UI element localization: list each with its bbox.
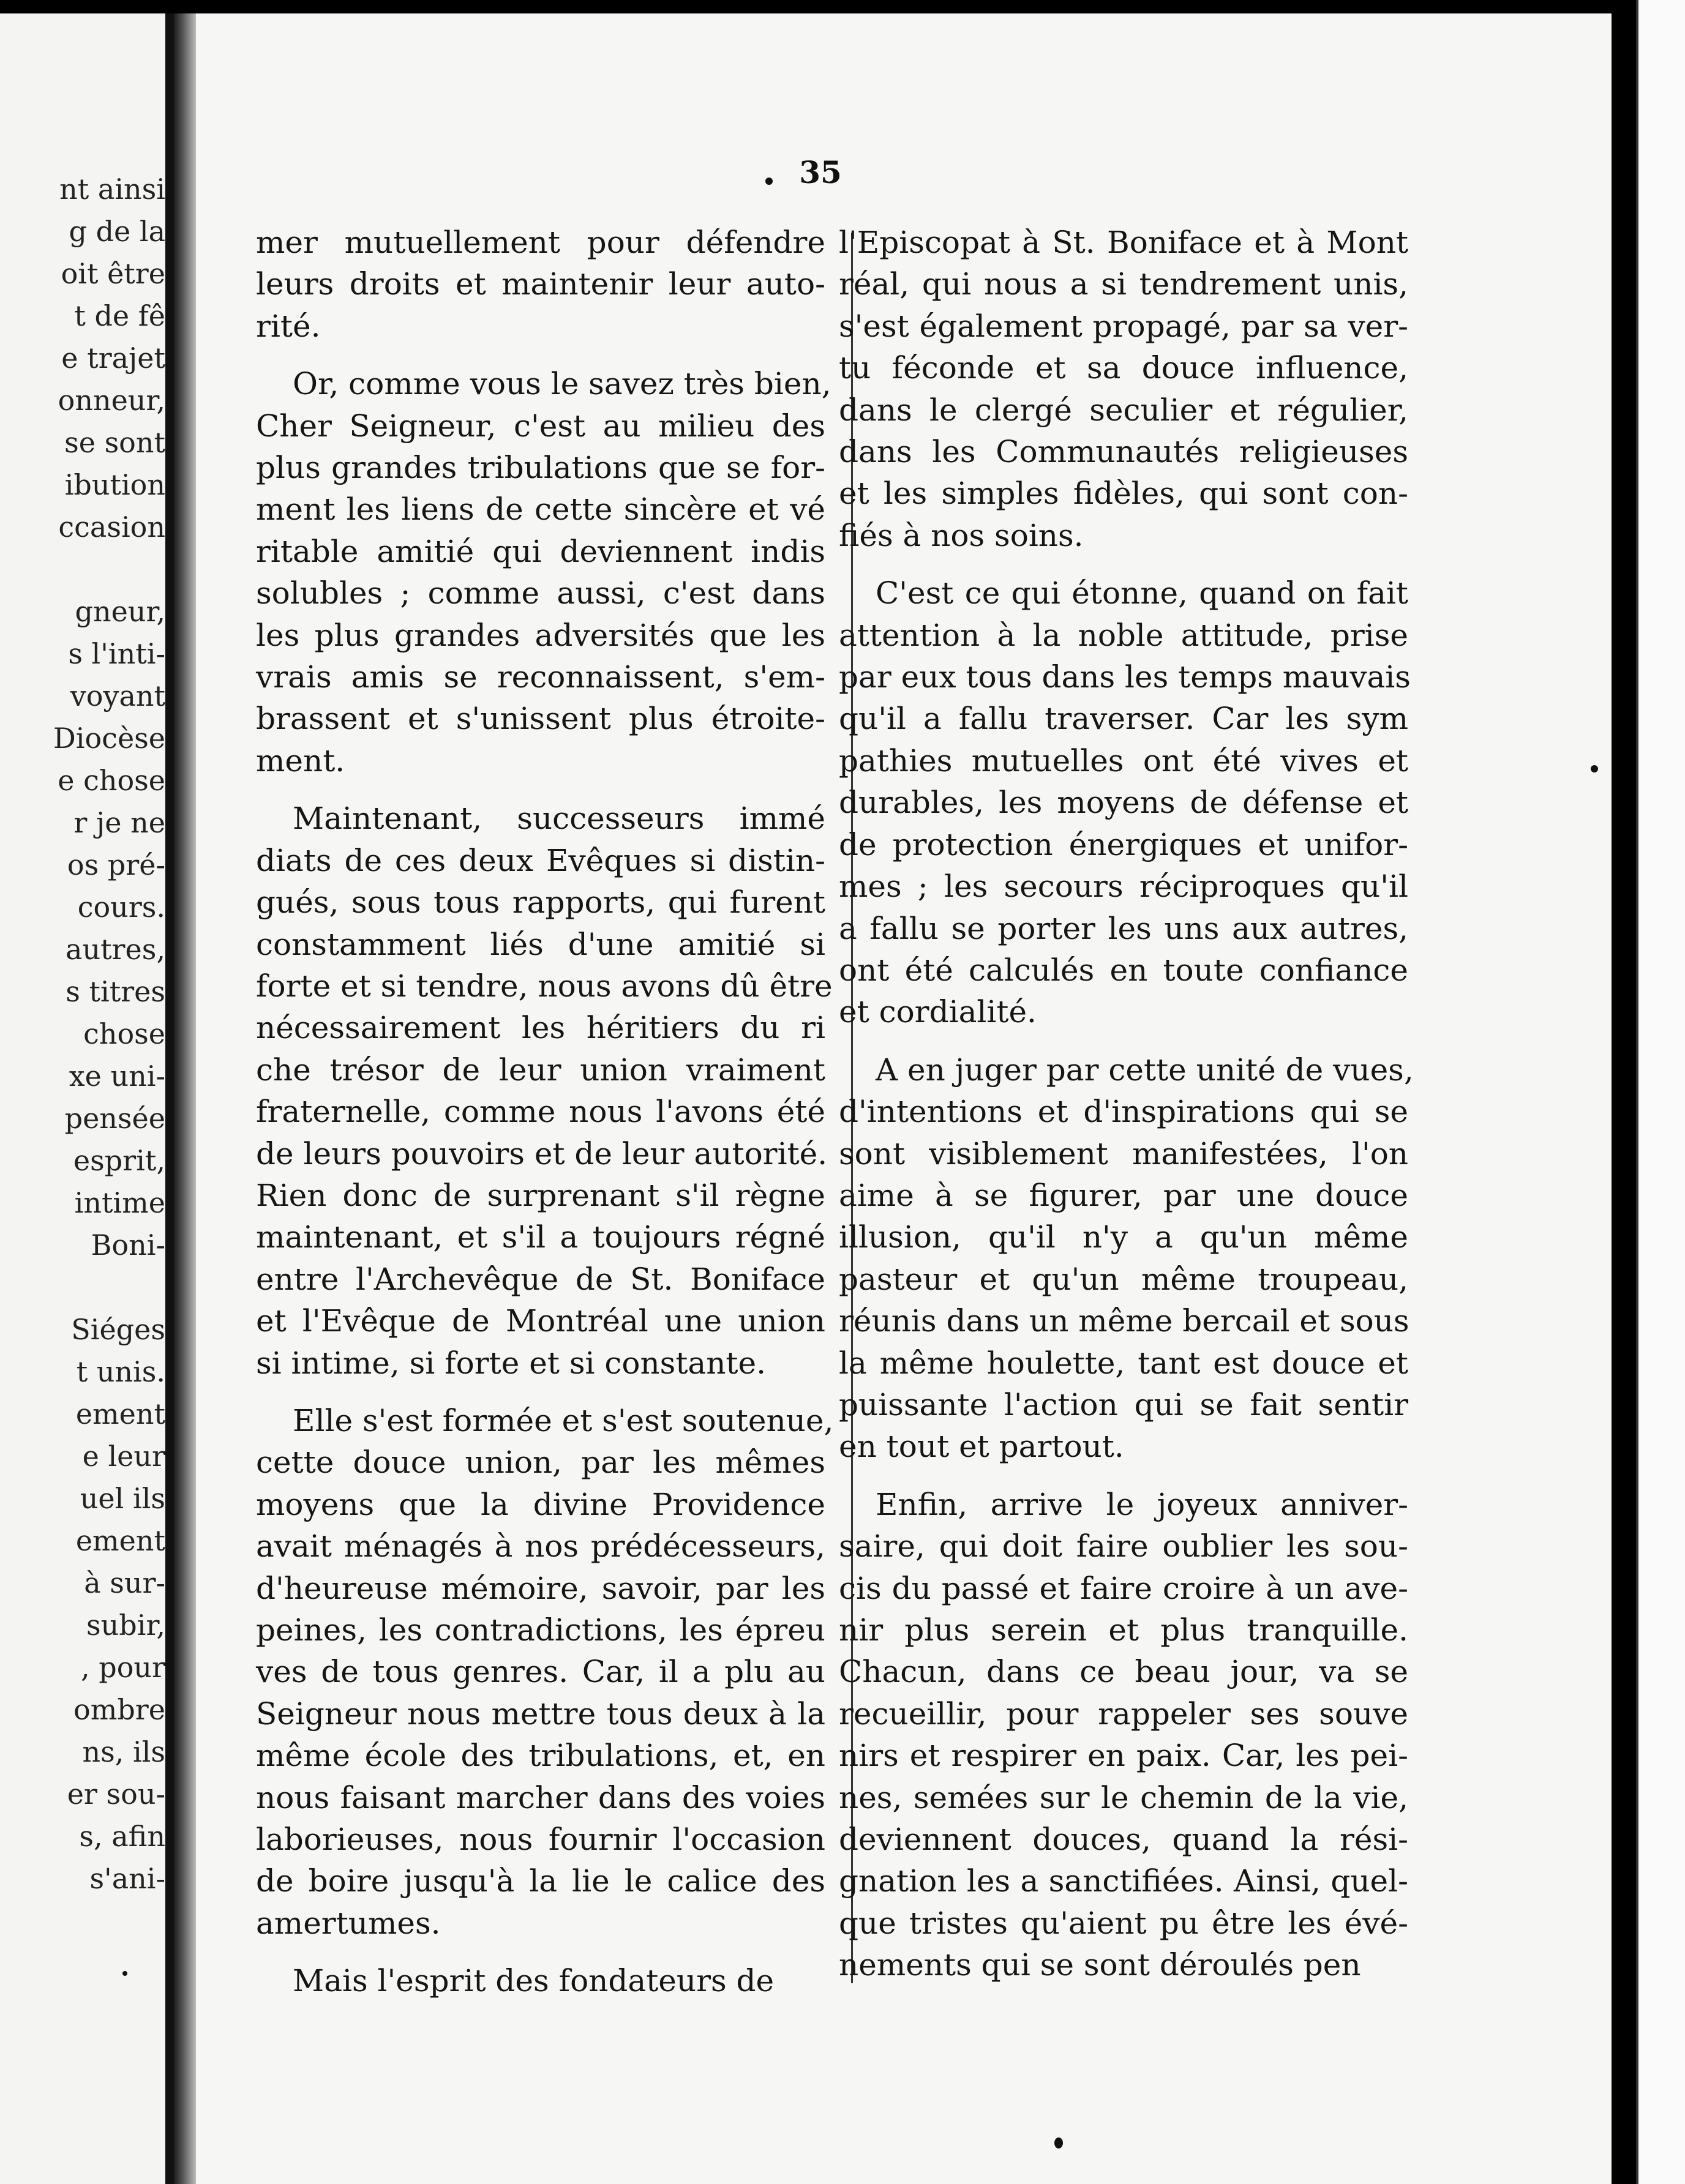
left-page-text-fragment: autres,: [66, 933, 165, 966]
left-page-text-fragment: e trajet: [61, 342, 165, 375]
left-page-text-fragment: esprit,: [73, 1144, 165, 1177]
left-page-text-fragment: xe uni-: [69, 1060, 165, 1093]
text-line: deviennent douces, quand la rési-: [839, 1822, 1408, 1858]
text-line: vrais amis se reconnaissent, s'em-: [256, 659, 825, 695]
text-line: laborieuses, nous fournir l'occasion: [256, 1822, 825, 1858]
text-line: réunis dans un même bercail et sous: [839, 1303, 1409, 1339]
text-line: maintenant, et s'il a toujours régné: [256, 1219, 825, 1255]
left-page-text-fragment: , pour: [81, 1651, 165, 1684]
text-line: gnation les a sanctifiées. Ainsi, quel-: [839, 1863, 1408, 1899]
left-page-text-fragment: pensée: [64, 1102, 165, 1135]
text-line: nes, semées sur le chemin de la vie,: [839, 1779, 1408, 1816]
left-page-text-fragment: s titres: [66, 975, 165, 1008]
text-line: amertumes.: [256, 1905, 441, 1941]
text-line: et l'Evêque de Montréal une union: [256, 1303, 825, 1339]
paragraph: [839, 1049, 1414, 1468]
text-line: Enfin, arrive le joyeux anniver-: [876, 1486, 1408, 1522]
text-line: qu'il a fallu traverser. Car les sym: [839, 701, 1408, 737]
text-line: de boire jusqu'à la lie le calice des: [256, 1863, 825, 1899]
text-line: Chacun, dans ce beau jour, va se: [839, 1654, 1408, 1690]
text-line: entre l'Archevêque de St. Boniface: [256, 1261, 825, 1297]
scan-right-edge: [1612, 0, 1636, 2184]
left-page-text-fragment: s'ani-: [89, 1862, 165, 1895]
text-line: nirs et respirer en paix. Car, les pei-: [839, 1738, 1408, 1774]
text-line: aime à se figurer, par une douce: [839, 1177, 1408, 1213]
text-line: en tout et partout.: [839, 1429, 1124, 1465]
left-page-text-fragment: nt ainsi: [59, 173, 165, 206]
text-line: saire, qui doit faire oublier les sou-: [839, 1528, 1408, 1565]
left-page-text-fragment: ccasion: [58, 510, 165, 544]
left-page-text-fragment: ombre: [73, 1693, 165, 1726]
text-line: la même houlette, tant est douce et: [839, 1345, 1408, 1381]
left-page-text-fragment: Boni-: [91, 1228, 165, 1262]
text-line: nous faisant marcher dans des voies: [256, 1779, 825, 1816]
text-line: solubles ; comme aussi, c'est dans: [256, 575, 825, 611]
left-page-text-fragment: Diocèse: [53, 722, 165, 755]
paragraph: [839, 1484, 1408, 1986]
text-line: Or, comme vous le savez très bien,: [293, 366, 831, 402]
paragraph: [256, 1960, 825, 2002]
text-line: forte et si tendre, nous avons dû être: [256, 968, 833, 1004]
text-line: s'est également propagé, par sa ver-: [839, 308, 1408, 344]
text-line: et les simples fidèles, qui sont con-: [839, 476, 1408, 512]
left-page-text-fragment: t unis.: [76, 1355, 165, 1388]
text-line: peines, les contradictions, les épreu: [256, 1612, 825, 1648]
text-line: fraternelle, comme nous l'avons été: [256, 1094, 825, 1130]
text-line: rité.: [256, 308, 321, 344]
text-line: ment.: [256, 742, 345, 779]
paragraph: [839, 222, 1408, 556]
text-line: réal, qui nous a si tendrement unis,: [839, 266, 1408, 302]
text-line: Maintenant, successeurs immé: [293, 801, 825, 837]
scan-top-edge: [0, 0, 1685, 13]
page-number: 35: [799, 154, 842, 190]
ink-speck: [122, 1971, 127, 1976]
text-line: gués, sous tous rapports, qui furent: [256, 884, 825, 921]
left-page-text-fragment: t de fê: [74, 299, 165, 332]
text-line: avait ménagés à nos prédécesseurs,: [256, 1528, 825, 1565]
text-line: si intime, si forte et si constante.: [256, 1345, 767, 1381]
left-page-text-fragment: oit être: [61, 257, 165, 290]
left-page-text-fragment: voyant: [70, 679, 165, 712]
text-line: et cordialité.: [839, 994, 1037, 1030]
left-page-text-fragment: s, afin: [79, 1820, 165, 1853]
paragraph: [839, 572, 1411, 1033]
text-line: cette douce union, par les mêmes: [256, 1445, 825, 1481]
text-line: dans les Communautés religieuses: [839, 434, 1408, 470]
left-page-text-fragment: gneur,: [75, 595, 165, 628]
left-page-text-fragment: à sur-: [84, 1566, 165, 1599]
text-line: même école des tribulations, et, en: [256, 1738, 825, 1774]
text-line: ves de tous genres. Car, il a plu au: [256, 1654, 825, 1690]
left-page-text-fragment: s l'inti-: [68, 637, 165, 670]
text-line: de leurs pouvoirs et de leur autorité.: [256, 1135, 828, 1172]
left-page-text-fragment: intime: [74, 1186, 165, 1219]
text-line: A en juger par cette unité de vues,: [876, 1052, 1414, 1088]
book-gutter: [174, 13, 196, 2184]
left-page-text-fragment: er sou-: [67, 1778, 165, 1811]
left-page-text-fragment: Siéges: [71, 1313, 165, 1346]
text-line: sont visiblement manifestées, l'on: [839, 1135, 1408, 1172]
scan-right-margin: [1636, 0, 1685, 2184]
text-line: puissante l'action qui se fait sentir: [839, 1386, 1408, 1423]
left-page-text-fragment: uel ils: [80, 1482, 165, 1515]
text-line: nements qui se sont déroulés pen: [839, 1947, 1361, 1983]
ink-speck: [765, 178, 773, 185]
right-text-column: [839, 222, 1414, 2002]
text-line: de protection énergiques et unifor-: [839, 826, 1408, 862]
left-page-edge: [0, 13, 174, 2184]
paragraph: [256, 222, 825, 347]
text-line: durables, les moyens de défense et: [839, 785, 1408, 821]
text-line: d'heureuse mémoire, savoir, par les: [256, 1570, 825, 1606]
paragraph: [256, 363, 831, 782]
text-line: tu féconde et sa douce influence,: [839, 350, 1408, 386]
text-line: diats de ces deux Evêques si distin-: [256, 842, 825, 878]
text-line: illusion, qu'il n'y a qu'un même: [839, 1219, 1408, 1255]
left-page-text-fragment: onneur,: [58, 384, 165, 417]
text-line: che trésor de leur union vraiment: [256, 1052, 825, 1088]
text-line: moyens que la divine Providence: [256, 1486, 825, 1522]
left-page-text-fragment: se sont: [64, 426, 165, 459]
ink-speck: [1054, 2137, 1063, 2148]
left-page-text-fragment: subir,: [86, 1609, 165, 1642]
paragraph: [256, 1400, 834, 1944]
text-line: brassent et s'unissent plus étroite-: [256, 701, 825, 737]
text-line: nir plus serein et plus tranquille.: [839, 1612, 1408, 1648]
left-page-text-fragment: r je ne: [73, 806, 165, 839]
left-page-text-fragment: e leur: [82, 1440, 165, 1473]
left-page-text-fragment: chose: [83, 1017, 165, 1050]
left-page-text-fragment: ibution: [64, 468, 165, 501]
text-line: cis du passé et faire croire à un ave-: [839, 1570, 1408, 1606]
text-line: Mais l'esprit des fondateurs de: [293, 1963, 775, 1999]
text-line: l'Episcopat à St. Boniface et à Mont: [839, 225, 1408, 260]
text-line: pathies mutuelles ont été vives et: [839, 742, 1408, 779]
left-page-text-fragment: g de la: [69, 215, 165, 248]
text-line: Rien donc de surprenant s'il règne: [256, 1177, 825, 1213]
left-page-text-fragment: cours.: [77, 891, 165, 924]
text-line: par eux tous dans les temps mauvais: [839, 659, 1411, 695]
text-line: ment les liens de cette sincère et vé: [256, 492, 825, 528]
ink-speck: [1591, 765, 1598, 772]
text-line: d'intentions et d'inspirations qui se: [839, 1094, 1408, 1130]
text-line: Cher Seigneur, c'est au milieu des: [256, 408, 825, 444]
text-line: plus grandes tribulations que se for-: [256, 450, 825, 486]
paragraph: [256, 798, 833, 1384]
text-line: a fallu se porter les uns aux autres,: [839, 910, 1408, 946]
left-page-text-fragment: ns, ils: [82, 1735, 165, 1768]
text-line: C'est ce qui étonne, quand on fait: [876, 575, 1408, 611]
text-line: nécessairement les héritiers du ri: [256, 1010, 825, 1046]
text-line: attention à la noble attitude, prise: [839, 617, 1408, 653]
text-line: ritable amitié qui deviennent indis: [256, 533, 825, 569]
text-line: les plus grandes adversités que les: [256, 617, 825, 653]
text-line: leurs droits et maintenir leur auto-: [256, 266, 825, 302]
text-line: pasteur et qu'un même troupeau,: [839, 1261, 1408, 1297]
text-line: Elle s'est formée et s'est soutenue,: [293, 1402, 834, 1438]
text-line: mes ; les secours réciproques qu'il: [839, 869, 1408, 905]
text-line: constamment liés d'une amitié si: [256, 926, 825, 962]
text-line: mer mutuellement pour défendre: [256, 225, 825, 260]
text-line: dans le clergé seculier et régulier,: [839, 392, 1408, 428]
left-text-column: [256, 222, 834, 2018]
text-line: ont été calculés en toute confiance: [839, 952, 1408, 988]
text-line: que tristes qu'aient pu être les évé-: [839, 1905, 1408, 1941]
left-page-text-fragment: os pré-: [67, 848, 165, 881]
left-page-text-fragment: ement: [75, 1524, 165, 1557]
text-line: Seigneur nous mettre tous deux à la: [256, 1696, 825, 1732]
left-page-text-fragment: ement: [75, 1397, 165, 1430]
text-line: fiés à nos soins.: [839, 517, 1084, 553]
left-page-text-fragment: e chose: [58, 764, 165, 797]
text-line: recueillir, pour rappeler ses souve: [839, 1696, 1408, 1732]
